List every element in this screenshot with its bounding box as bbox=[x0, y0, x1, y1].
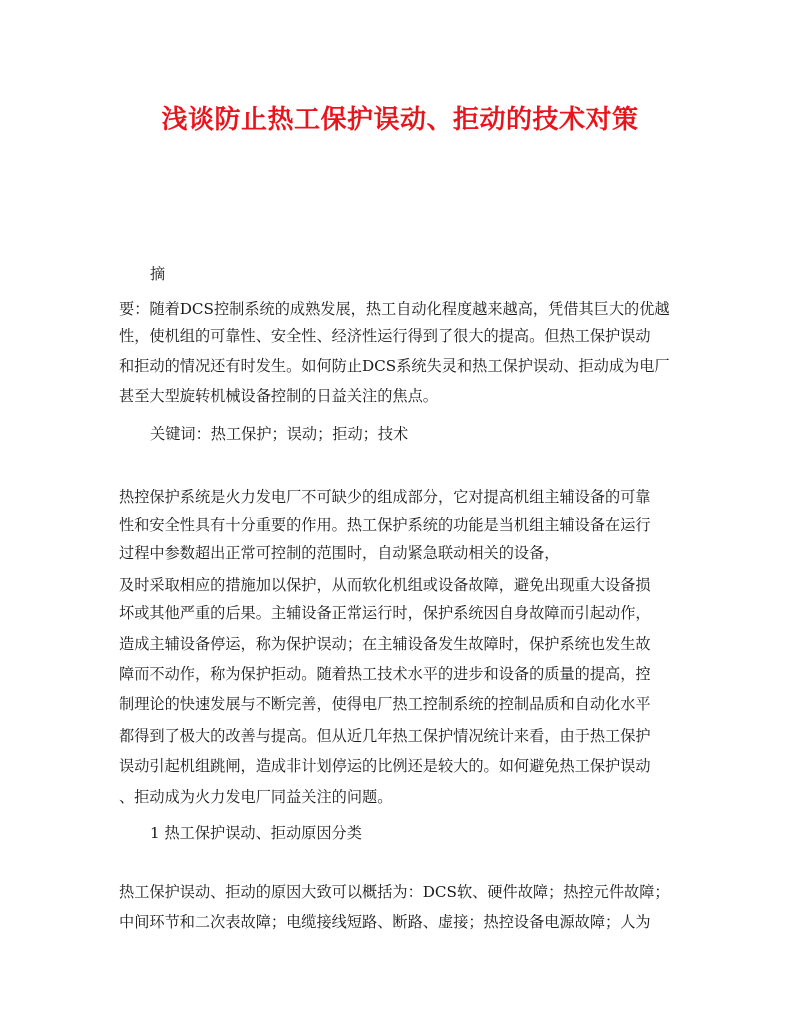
body-line: 过程中参数超出正常可控制的范围时，自动紧急联动相关的设备， bbox=[119, 544, 560, 562]
body-line: 障而不动作，称为保护拒动。随着热工技术水平的进步和设备的质量的提高，控 bbox=[119, 665, 651, 683]
body-line: 热工保护误动、拒动的原因大致可以概括为：DCS软、硬件故障；热控元件故障； bbox=[119, 883, 670, 901]
keywords: 关键词：热工保护；误动；拒动；技术 bbox=[150, 425, 409, 443]
abstract-line: 要：随着DCS控制系统的成熟发展，热工自动化程度越来越高，凭借其巨大的优越 bbox=[119, 300, 670, 318]
abstract-line: 性，使机组的可靠性、安全性、经济性运行得到了很大的提高。但热工保护误动 bbox=[119, 327, 651, 345]
body-line: 误动引起机组跳闸，造成非计划停运的比例还是较大的。如何避免热工保护误动 bbox=[119, 757, 651, 775]
abstract-line: 甚至大型旋转机械设备控制的日益关注的焦点。 bbox=[119, 387, 438, 405]
body-line: 制理论的快速发展与不断完善，使得电厂热工控制系统的控制品质和自动化水平 bbox=[119, 695, 651, 713]
document-title: 浅谈防止热工保护误动、拒动的技术对策 bbox=[161, 105, 639, 135]
body-line: 热控保护系统是火力发电厂不可缺少的组成部分，它对提高机组主辅设备的可靠 bbox=[119, 488, 651, 506]
body-line: 坏或其他严重的后果。主辅设备正常运行时，保护系统因自身故障而引起动作， bbox=[119, 604, 651, 622]
body-line: 、拒动成为火力发电厂同益关注的问题。 bbox=[119, 788, 393, 806]
body-line: 都得到了极大的改善与提高。但从近几年热工保护情况统计来看，由于热工保护 bbox=[119, 727, 651, 745]
body-line: 造成主辅设备停运，称为保护误动；在主辅设备发生故障时，保护系统也发生故 bbox=[119, 635, 651, 653]
abstract-label: 摘 bbox=[150, 265, 166, 283]
body-line: 中间环节和二次表故障；电缆接线短路、断路、虚接；热控设备电源故障；人为 bbox=[119, 913, 651, 931]
abstract-line: 和拒动的情况还有时发生。如何防止DCS系统失灵和热工保护误动、拒动成为电厂 bbox=[119, 357, 670, 375]
body-line: 性和安全性具有十分重要的作用。热工保护系统的功能是当机组主辅设备在运行 bbox=[119, 516, 651, 534]
section-heading: 1 热工保护误动、拒动原因分类 bbox=[150, 824, 362, 842]
body-line: 及时采取相应的措施加以保护，从而软化机组或设备故障，避免出现重大设备损 bbox=[119, 576, 651, 594]
